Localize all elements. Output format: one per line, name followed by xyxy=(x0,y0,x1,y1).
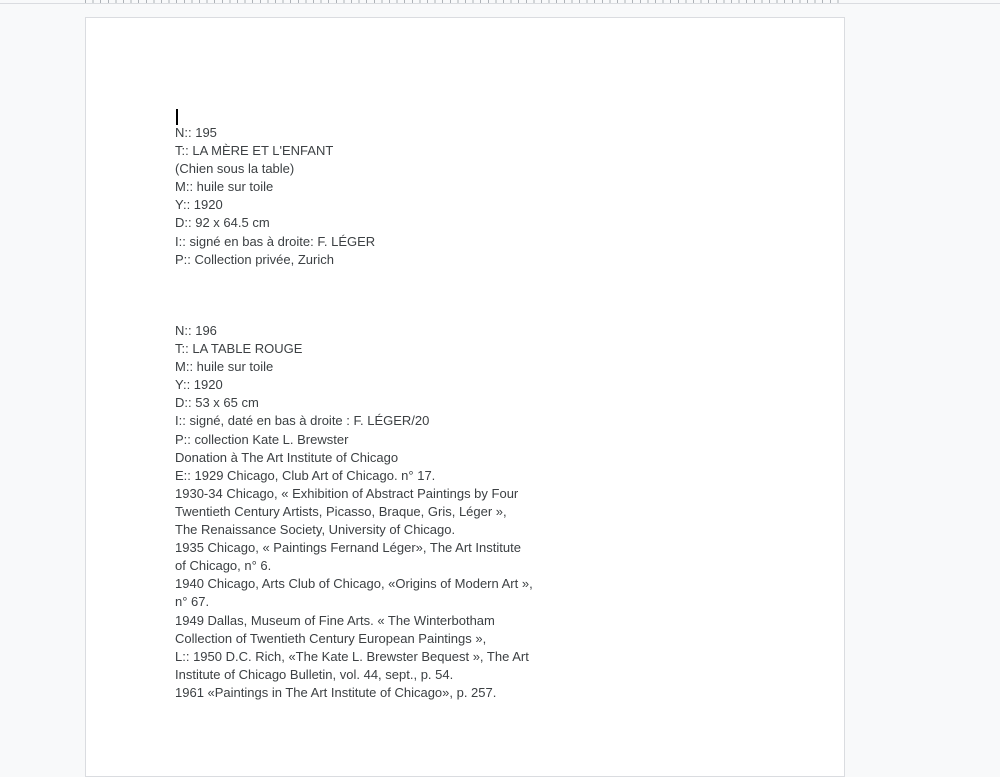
entry-line[interactable]: n° 67. xyxy=(175,594,210,610)
entry-line[interactable]: M:: huile sur toile xyxy=(175,359,274,375)
entry-line[interactable]: N:: 196 xyxy=(175,323,217,338)
entry-line[interactable]: of Chicago, n° 6. xyxy=(175,558,272,574)
catalog-entry-196[interactable] xyxy=(175,322,615,702)
entry-line[interactable]: Y:: 1920 xyxy=(175,197,223,213)
text-cursor xyxy=(176,109,178,125)
entry-line[interactable]: 1940 Chicago, Arts Club of Chicago, «Origins of Modern Art », xyxy=(175,576,533,592)
entry-line[interactable]: T:: LA TABLE ROUGE xyxy=(175,341,303,357)
entry-line[interactable]: The Renaissance Society, University of Chicago. xyxy=(175,522,456,538)
ruler-ticks xyxy=(85,0,845,3)
entry-line[interactable]: P:: collection Kate L. Brewster xyxy=(175,431,349,447)
entry-line[interactable]: Y:: 1920 xyxy=(175,377,223,393)
entry-line[interactable]: 1949 Dallas, Museum of Fine Arts. « The Winterbotham xyxy=(175,612,495,628)
entry-line[interactable]: 1930-34 Chicago, « Exhibition of Abstract Paintings by Four xyxy=(175,485,519,501)
entry-line[interactable]: Collection of Twentieth Century European Paintings », xyxy=(175,630,487,646)
entry-line[interactable]: T:: LA MÈRE ET L'ENFANT xyxy=(175,143,334,159)
entry-line[interactable]: 1961 «Paintings in The Art Institute of Chicago», p. 257. xyxy=(175,684,497,700)
entry-line[interactable]: D:: 53 x 65 cm xyxy=(175,395,259,411)
entry-line[interactable]: Donation à The Art Institute of Chicago xyxy=(175,449,399,465)
entry-line[interactable]: I:: signé en bas à droite: F. LÉGER xyxy=(175,233,376,249)
entry-line[interactable]: M:: huile sur toile xyxy=(175,179,274,195)
entry-line[interactable]: P:: Collection privée, Zurich xyxy=(175,251,334,267)
entry-line[interactable]: 1935 Chicago, « Paintings Fernand Léger», The Art Institute xyxy=(175,540,521,556)
entry-line[interactable]: N:: 195 xyxy=(175,125,217,140)
entry-line[interactable]: (Chien sous la table) xyxy=(175,161,295,177)
horizontal-ruler[interactable] xyxy=(0,0,1000,4)
entry-line[interactable]: D:: 92 x 64.5 cm xyxy=(175,215,270,231)
document-page[interactable] xyxy=(85,17,845,777)
entry-line[interactable]: E:: 1929 Chicago, Club Art of Chicago. n° 17. xyxy=(175,467,436,483)
entry-line[interactable]: I:: signé, daté en bas à droite : F. LÉGER/20 xyxy=(175,413,430,429)
entry-line[interactable]: L:: 1950 D.C. Rich, «The Kate L. Brewster Bequest », The Art xyxy=(175,648,529,664)
entry-line[interactable]: Twentieth Century Artists, Picasso, Braque, Gris, Léger », xyxy=(175,503,507,519)
entry-line[interactable]: Institute of Chicago Bulletin, vol. 44, sept., p. 54. xyxy=(175,666,454,682)
catalog-entry-195[interactable] xyxy=(175,124,615,269)
